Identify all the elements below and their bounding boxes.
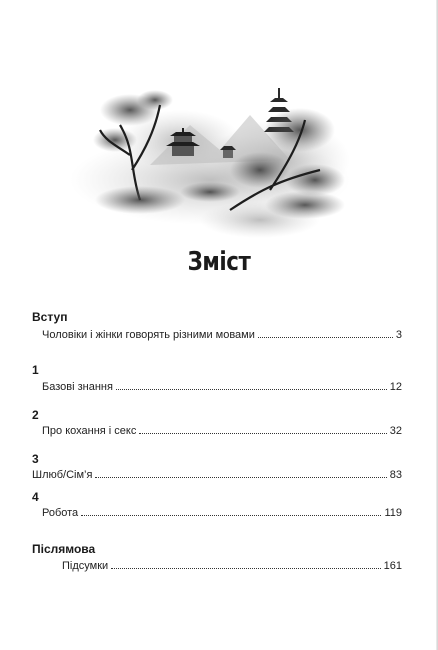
toc-entry-page: 119 <box>384 507 402 519</box>
toc-entry-page: 32 <box>389 425 402 437</box>
toc-entry-page: 12 <box>389 381 402 393</box>
toc-entry-title: Чоловіки і жінки говорять різними мовами <box>42 329 255 341</box>
toc-entry-page: 3 <box>395 329 402 341</box>
section-heading-intro: Вступ <box>32 310 68 324</box>
toc-entry-4[interactable] <box>42 503 402 519</box>
dot-leader <box>111 567 380 569</box>
dot-leader <box>116 388 387 390</box>
ink-landscape-pagoda-illustration <box>60 70 360 240</box>
toc-entry-title: Базові знання <box>42 381 113 393</box>
section-heading-2: 2 <box>32 408 39 422</box>
toc-entry-page: 161 <box>383 560 402 572</box>
toc-entry-afterword[interactable] <box>62 556 402 572</box>
toc-entry-2[interactable] <box>42 421 402 437</box>
dot-leader <box>258 336 393 338</box>
toc-entry-3[interactable] <box>32 465 402 481</box>
section-heading-afterword: Післямова <box>32 542 96 556</box>
section-heading-1: 1 <box>32 363 39 377</box>
toc-entry-title: Про кохання і секс <box>42 425 137 437</box>
toc-entry-title: Шлюб/Сім’я <box>32 469 93 481</box>
toc-title: Зміст <box>187 247 251 277</box>
dot-leader <box>139 432 386 434</box>
dot-leader <box>81 514 381 516</box>
toc-entry-page: 83 <box>389 469 402 481</box>
toc-entry-1[interactable] <box>42 377 402 393</box>
section-heading-3: 3 <box>32 452 39 466</box>
toc-entry-intro[interactable] <box>42 325 402 341</box>
section-heading-4: 4 <box>32 490 39 504</box>
toc-entry-title: Робота <box>42 507 79 519</box>
dot-leader <box>95 476 386 478</box>
toc-entry-title: Підсумки <box>62 560 109 572</box>
